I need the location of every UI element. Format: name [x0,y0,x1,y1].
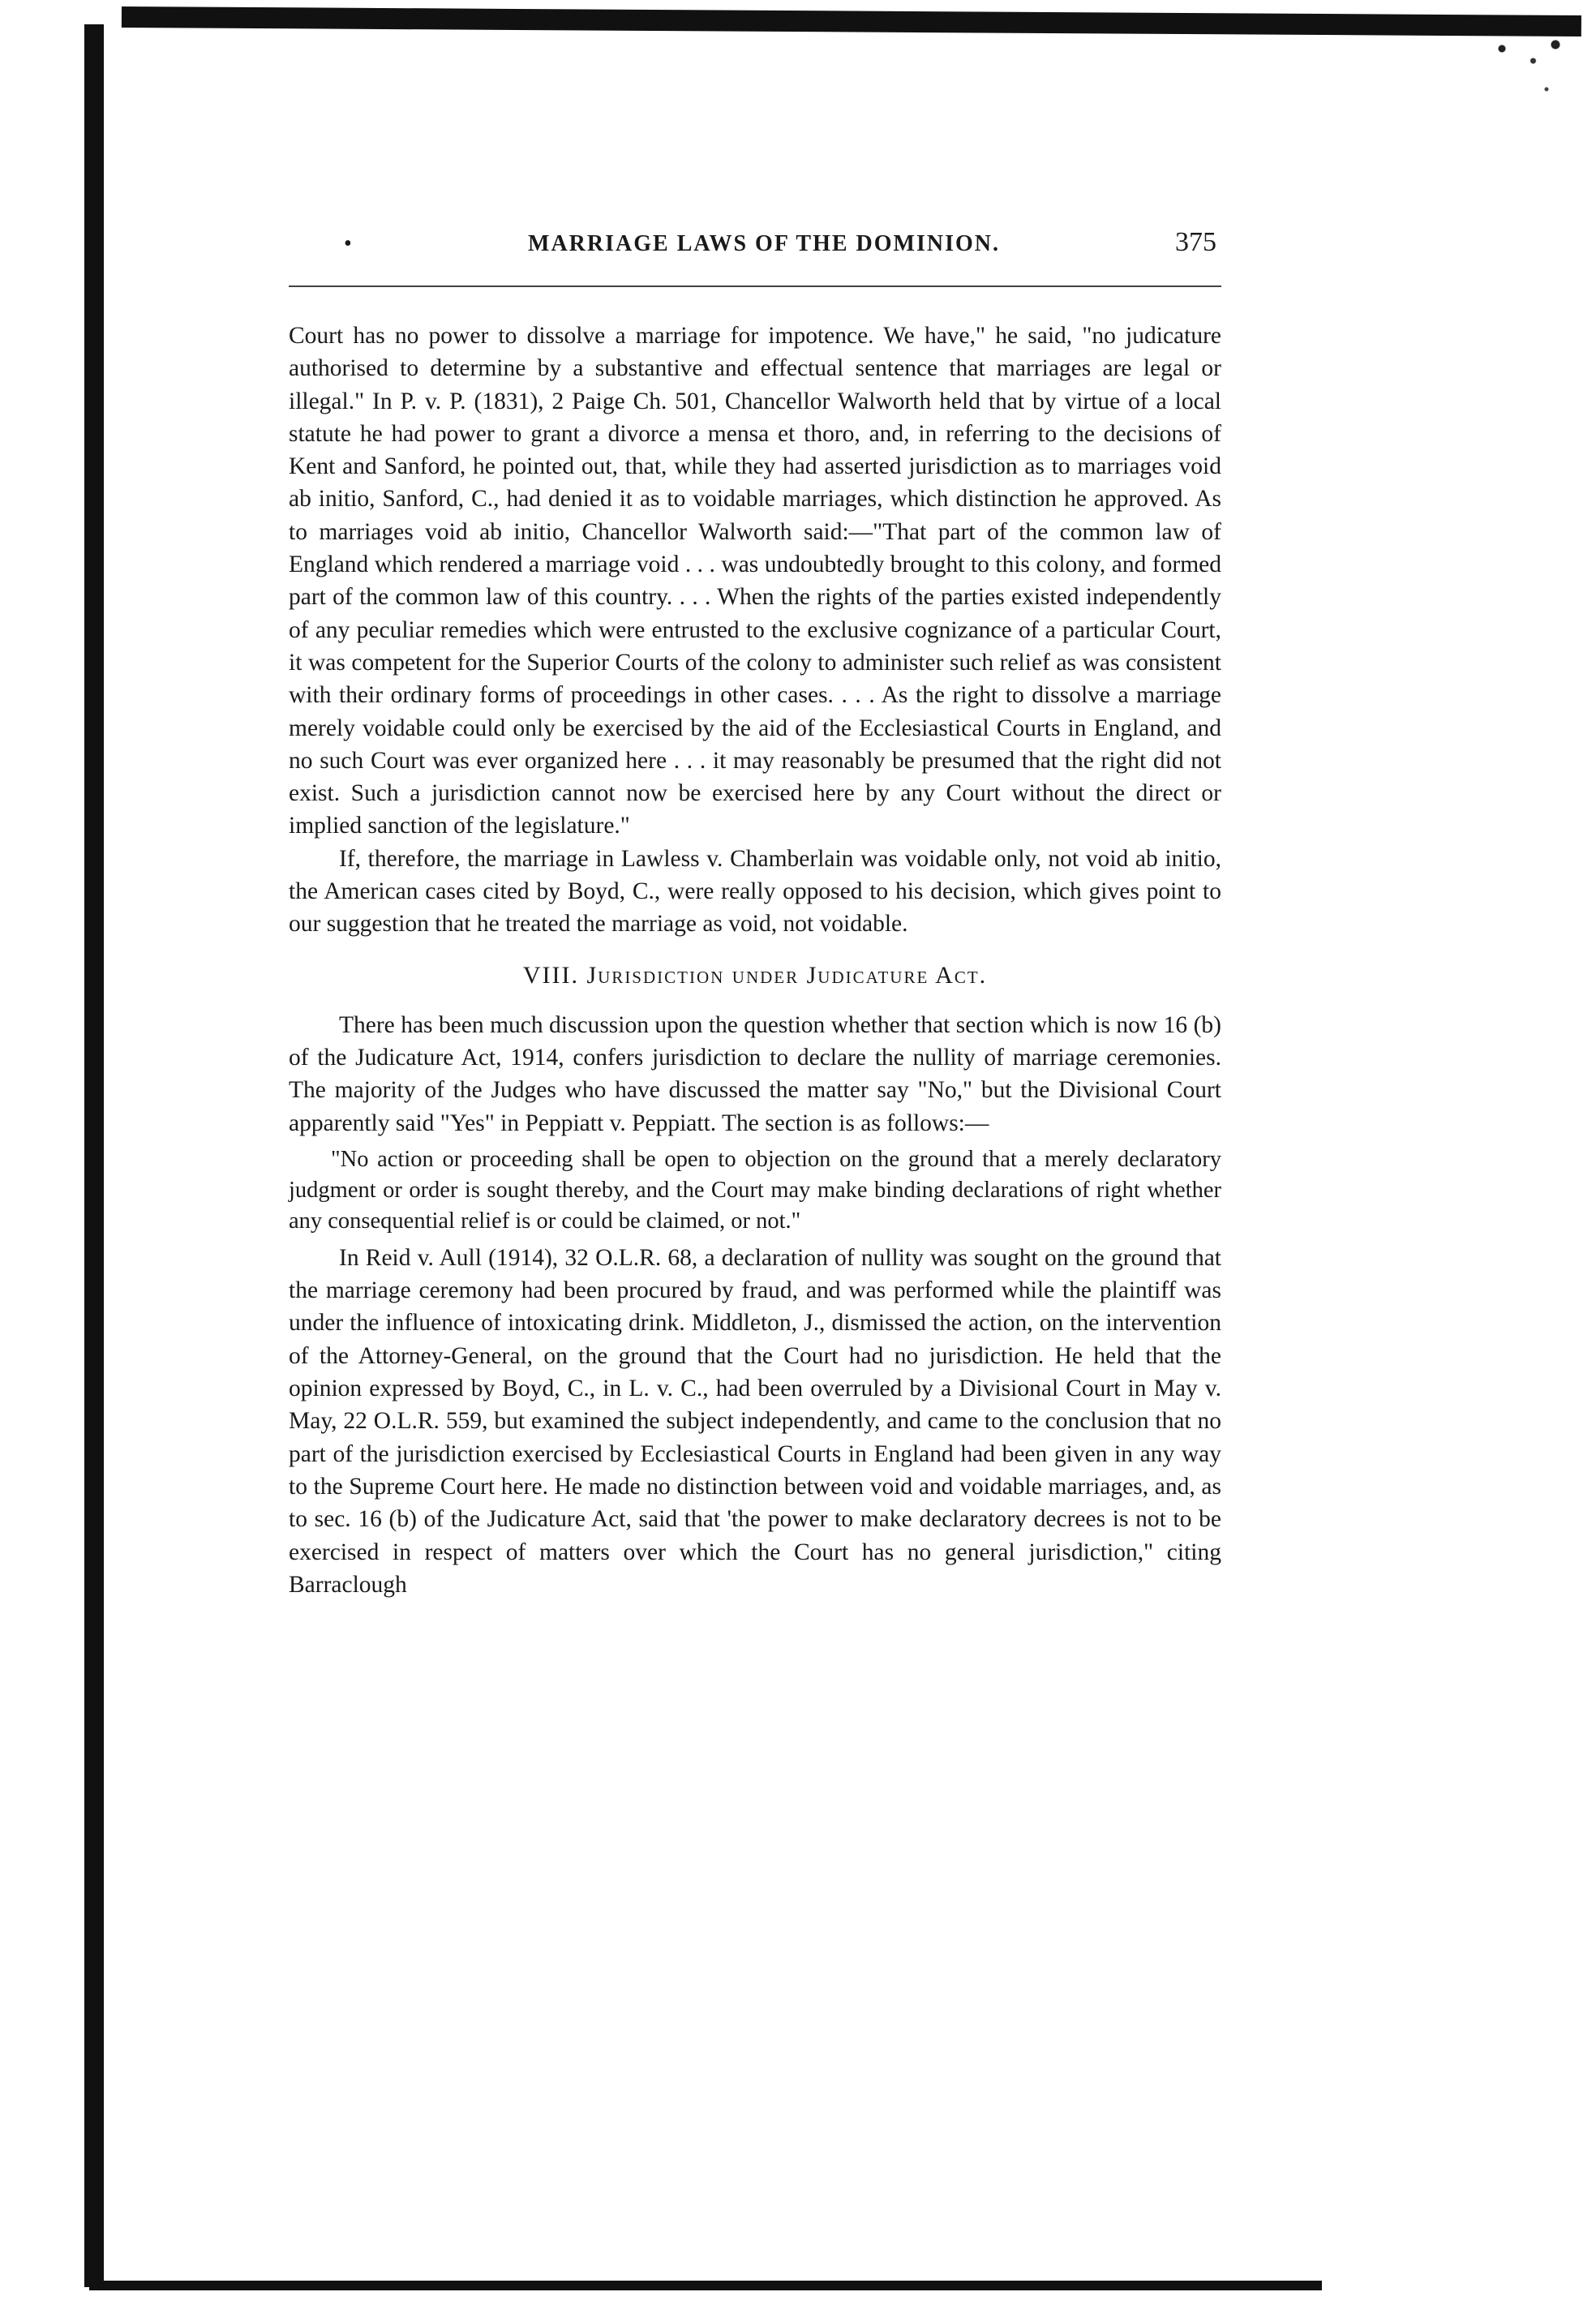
scan-left-edge [84,24,104,2287]
statute-quote: "No action or proceeding shall be open to objection on the ground that a merely declaratory judgment or order is sought thereby, and the Court may make binding declarations of right whether any consequential relief is or could be claimed, or not." [289,1146,1221,1234]
document-page [289,227,1221,1601]
scan-top-edge [122,6,1581,36]
section-number: VIII. [522,961,579,989]
paragraph-judicature: There has been much discussion upon the question whether that section which is now 16 (b) of the Judicature Act, 1914, confers jurisdiction to declare the nullity of marriage ceremonies. The majority of the Judges who have discussed the matter say "No," but the Divisional Court apparently said "Yes" in Peppiatt v. Peppiatt. The section is as follows:— [289,1011,1221,1136]
paragraph-reid-v-aull: In Reid v. Aull (1914), 32 O.L.R. 68, a declaration of nullity was sought on the ground that the marriage ceremony had been procured by fraud, and was performed while the plaintiff was under the influence of intoxicating drink. Middleton, J., dismissed the action, on the intervention of the Attorney-General, on the ground that the Court had no jurisdiction. He held that the opinion expressed by Boyd, C., in L. v. C., had been overruled by a Divisional Court in May v. May, 22 O.L.R. 559, but examined the subject independently, and came to the conclusion that no part of the jurisdiction exercised by Ecclesiastical Courts in England had been given in any way to the Supreme Court here. He made no distinction between void and voidable marriages, and, as to sec. 16 (b) of the Judicature Act, said that 'the power to make declaratory decrees is not to be exercised in respect of matters over which the Court has no general jurisdiction," citing Barraclough [289,1244,1221,1598]
running-head-title: MARRIAGE LAWS OF THE DOMINION. [528,231,1000,256]
section-heading [289,962,1221,989]
section-title: Jurisdiction under Judicature Act. [586,961,988,989]
paragraph-lawless: If, therefore, the marriage in Lawless v. Chamberlain was voidable only, not void ab initio, the American cases cited by Boyd, C., were really opposed to his decision, which gives point to our suggestion that he treated the marriage as void, not voidable. [289,845,1221,938]
paragraph-continued: Court has no power to dissolve a marriage for impotence. We have," he said, "no judicature authorised to determine by a substantive and effectual sentence that marriages are legal or illegal." In P. v. P. (1831), 2 Paige Ch. 501, Chancellor Walworth held that by virtue of a local statute he had power to grant a divorce a mensa et thoro, and, in referring to the decisions of Kent and Sanford, he pointed out, that, while they had asserted jurisdiction as to marriages void ab initio, Sanford, C., had denied it as to voidable marriages, which distinction he approved. As to marriages void ab initio, Chancellor Walworth said:—"That part of the common law of England which rendered a marriage void . . . was undoubtedly brought to this colony, and formed part of the common law of this country. . . . When the rights of the parties existed independently of any peculiar remedies which were entrusted to the exclusive cognizance of a particular Court, it was competent for the Superior Courts of the colony to administer such relief as was consistent with their ordinary forms of proceedings in other cases. . . . As the right to dissolve a marriage merely voidable could only be exercised by the aid of the Ecclesiastical Courts in England, and no such Court was ever organized here . . . it may reasonably be presumed that the right did not exist. Such a jurisdiction cannot now be exercised here by any Court without the direct or implied sanction of the legislature." [289,323,1221,839]
running-head [289,227,1221,287]
page-number: 375 [1175,227,1216,257]
scan-noise [1484,32,1573,114]
scan-bottom-edge [89,2281,1322,2290]
running-head-marker: • [344,231,352,256]
